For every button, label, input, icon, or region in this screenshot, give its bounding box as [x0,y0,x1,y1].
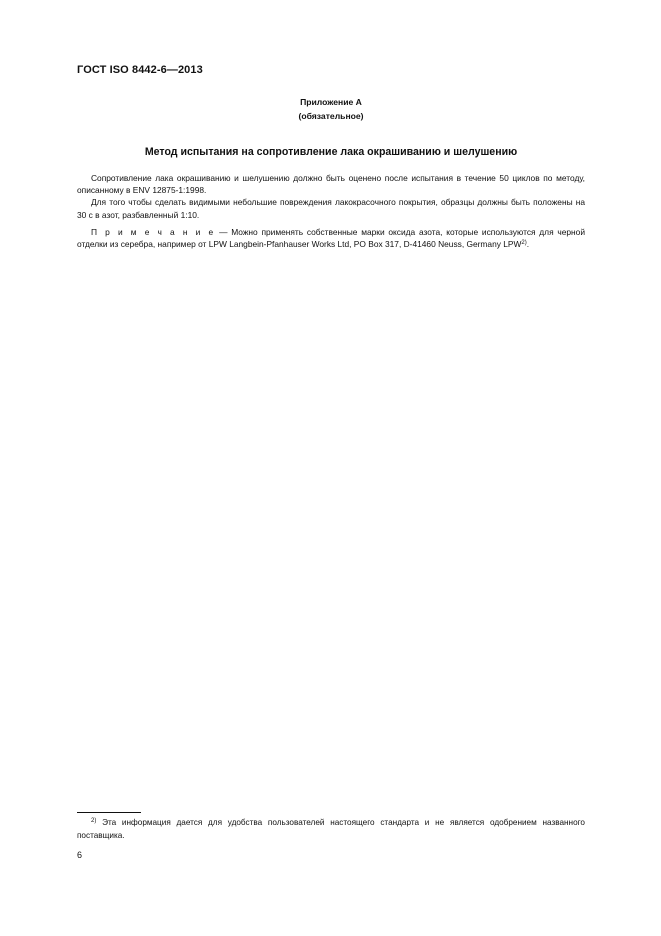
standard-header: ГОСТ ISO 8442-6—2013 [77,64,203,76]
paragraph: Сопротивление лака окрашиванию и шелушению должно быть оценено после испытания в течение 50 циклов по методу, описанному в ENV 12875-1:1998. [77,173,585,196]
note-text: — Можно применять собственные марки оксида азота, которые используются для черной отделки из серебра, например от LPW Langbein-Pfanhauser Works Ltd, PO Box 317, D-41460 Neuss, Germany LPW [77,226,585,250]
paragraph: Для того чтобы сделать видимыми небольшие повреждения лакокрасочного покрытия, образцы должны быть положены на 30 с в азот, разбавленный 1:10. [77,197,585,220]
annex-status: (обязательное) [298,111,364,121]
note-end: . [526,239,530,250]
note-label: П р и м е ч а н и е [91,226,216,237]
annex-label: Приложение А [300,97,362,107]
page-number: 6 [77,850,83,860]
footnote [77,817,585,842]
footnote-reference[interactable]: 2) [521,240,527,247]
footnote-divider [77,812,141,813]
footnote-marker: 2) [91,818,97,824]
note-paragraph [77,226,585,250]
annex-heading [77,95,585,123]
annex-body [77,172,585,250]
footnote-text: Эта информация дается для удобства пользователей настоящего стандарта и не является одобрением названного поставщика. [77,818,585,840]
annex-title: Метод испытания на сопротивление лака окрашиванию и шелушению [144,146,518,158]
